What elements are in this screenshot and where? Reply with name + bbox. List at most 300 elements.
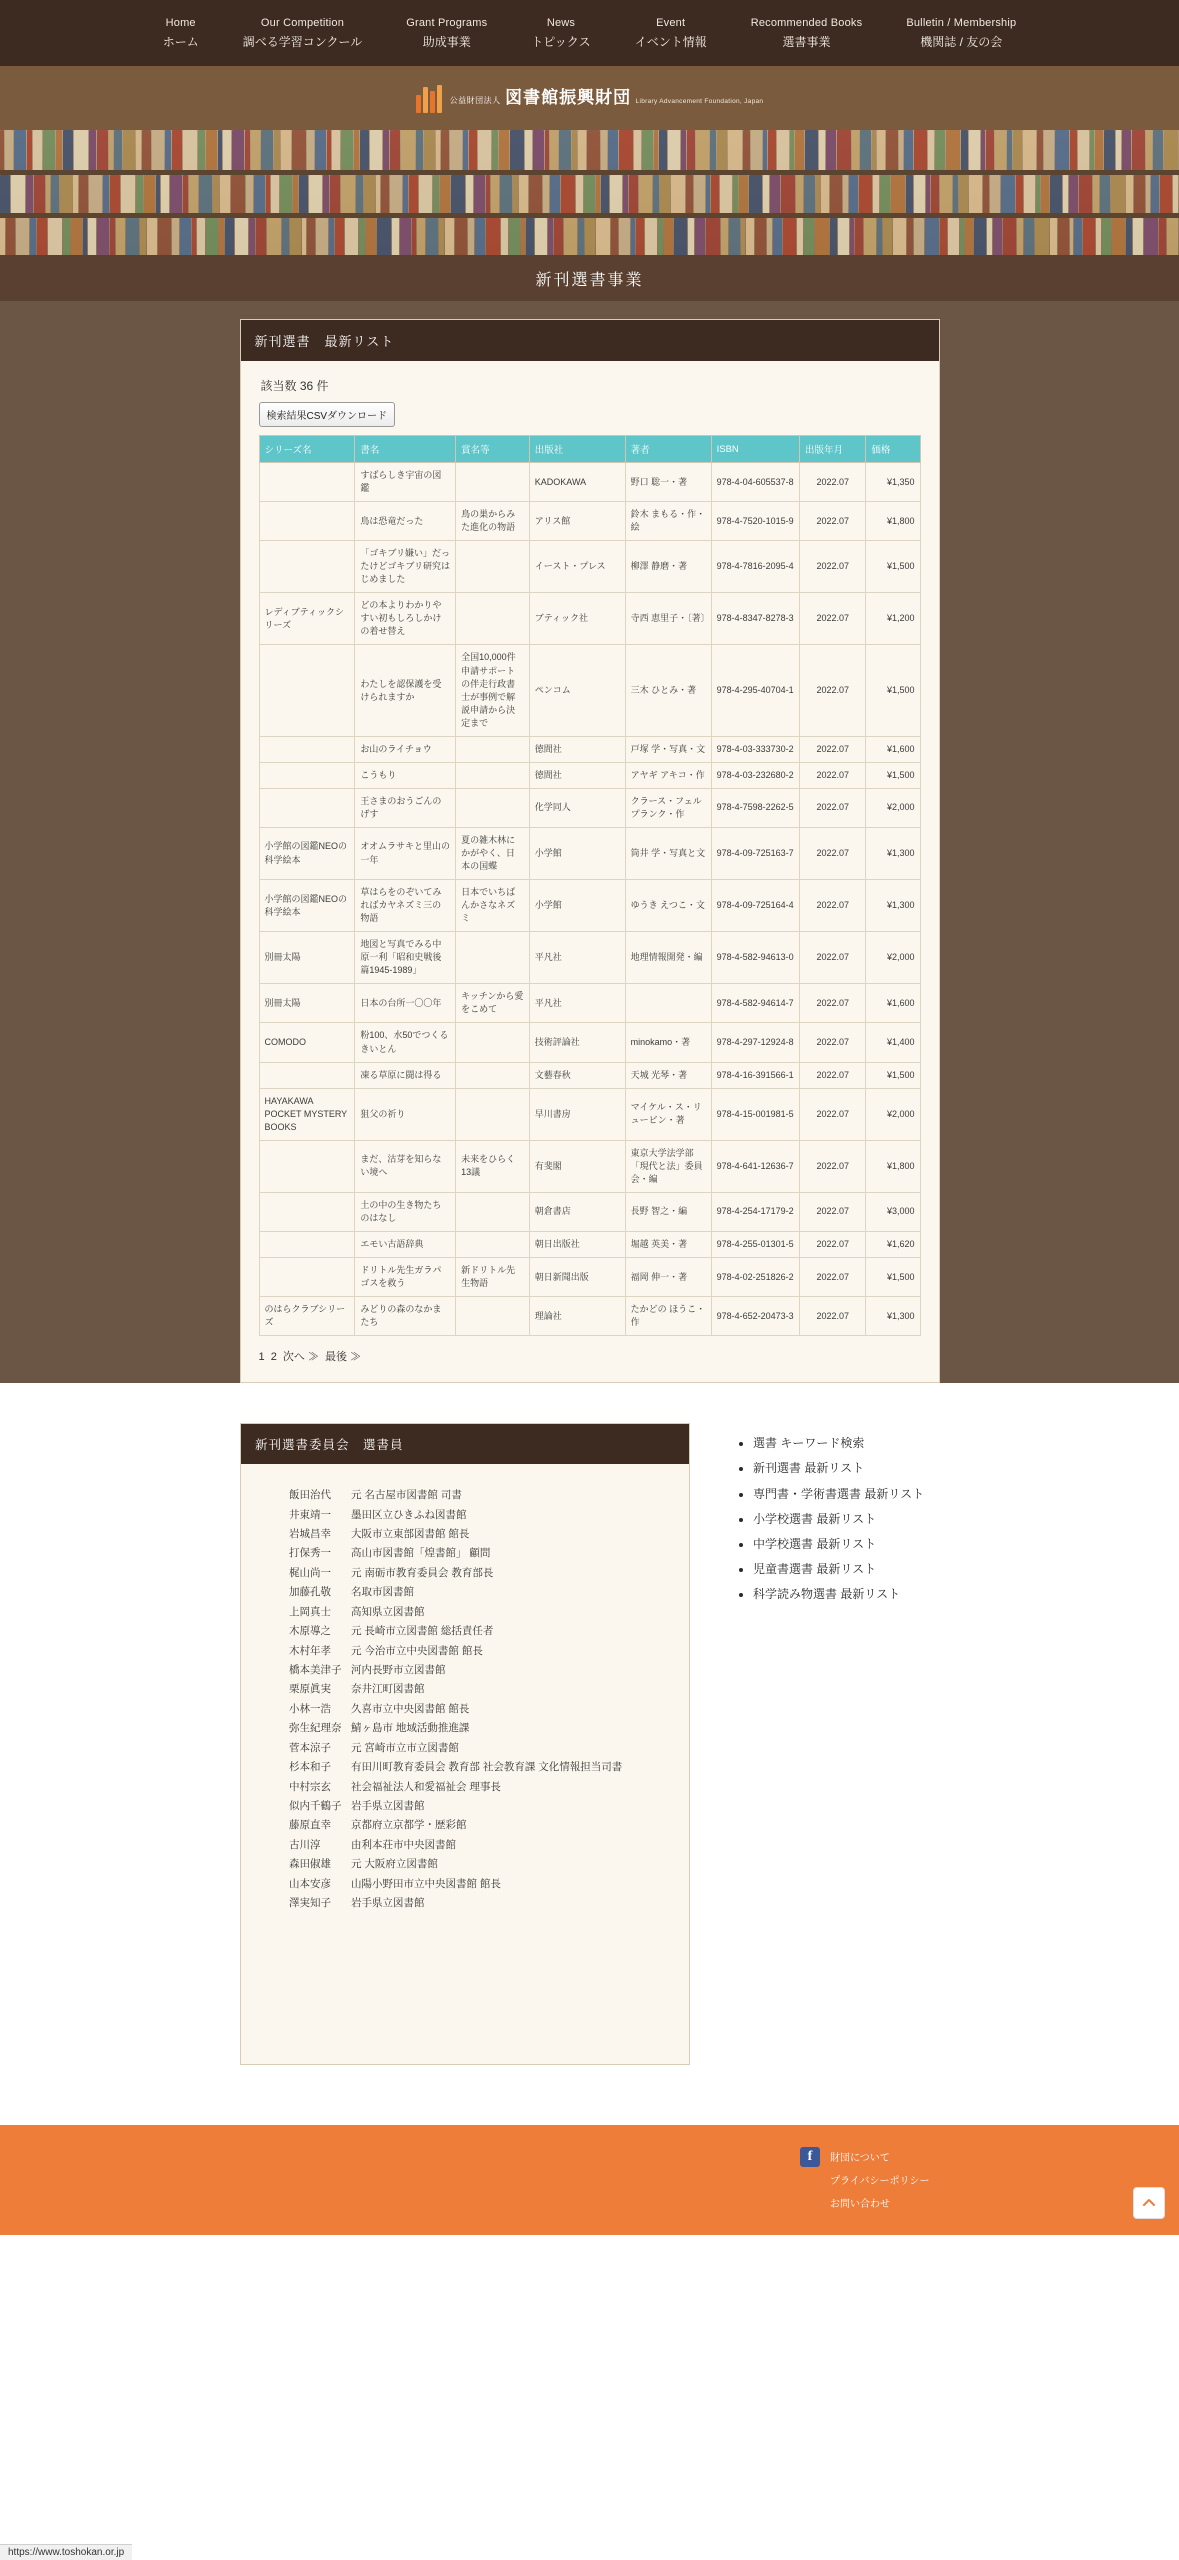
- cell-publisher: 朝倉書店: [529, 1192, 625, 1231]
- decorative-book-spine: [468, 218, 474, 255]
- cell-author: 柳澤 静磨・著: [625, 541, 711, 593]
- committee-member: [289, 1700, 689, 1719]
- decorative-book-spine: [631, 218, 635, 255]
- logo-title: 図書館振興財団: [505, 87, 632, 107]
- pager-next[interactable]: 次へ ≫: [282, 1351, 319, 1364]
- decorative-book-spine: [969, 175, 982, 213]
- decorative-book-spine: [213, 175, 219, 213]
- decorative-book-spine: [940, 218, 947, 255]
- decorative-book-spine: [983, 175, 989, 213]
- decorative-book-spine: [1016, 175, 1023, 213]
- decorative-book-spine: [960, 218, 964, 255]
- decorative-book-spine: [486, 218, 500, 255]
- cell-title: こうもり: [355, 762, 456, 788]
- decorative-book-spine: [576, 175, 583, 213]
- table-row[interactable]: [259, 932, 920, 984]
- column-header-isbn[interactable]: ISBN: [711, 436, 799, 463]
- decorative-book-spine: [390, 130, 400, 170]
- cell-title: まだ、沽芽を知らない境へ: [355, 1140, 456, 1192]
- decorative-book-spine: [89, 175, 102, 213]
- csv-download-button[interactable]: 検索結果CSVダウンロード: [259, 402, 396, 427]
- committee-member: [289, 1506, 689, 1525]
- decorative-book-spine: [455, 218, 468, 255]
- decorative-book-spine: [660, 175, 670, 213]
- cell-isbn: 978-4-295-40704-1: [711, 645, 799, 736]
- cell-isbn: 978-4-297-12924-8: [711, 1023, 799, 1062]
- decorative-book-spine: [364, 175, 375, 213]
- decorative-book-spine: [71, 218, 82, 255]
- table-row[interactable]: [259, 645, 920, 736]
- decorative-book-spine: [88, 218, 96, 255]
- decorative-book-spine: [376, 175, 380, 213]
- cell-price: ¥1,500: [866, 1062, 920, 1088]
- pager-last[interactable]: 最後 ≫: [325, 1351, 362, 1364]
- decorative-book-spine: [1001, 175, 1015, 213]
- decorative-book-spine: [510, 130, 524, 170]
- decorative-book-spine: [948, 218, 959, 255]
- decorative-book-spine: [521, 218, 525, 255]
- decorative-book-spine: [366, 218, 376, 255]
- decorative-book-spine: [623, 175, 628, 213]
- committee-header: 新刊選書委員会 選書員: [241, 1424, 689, 1464]
- nav-item-bulletin[interactable]: [884, 15, 1038, 52]
- cell-date: 2022.07: [800, 1062, 866, 1088]
- table-row[interactable]: [259, 984, 920, 1023]
- decorative-book-spine: [904, 130, 913, 170]
- decorative-book-spine: [451, 175, 465, 213]
- cell-series: [259, 1140, 355, 1192]
- table-row[interactable]: [259, 541, 920, 593]
- cell-price: ¥1,620: [866, 1231, 920, 1257]
- site-logo[interactable]: [416, 83, 764, 113]
- cell-award: 夏の雑木林にかがやく、日本の国蝶: [456, 827, 530, 879]
- cell-title: オオムラサキと里山の一年: [355, 827, 456, 879]
- decorative-book-spine: [359, 218, 365, 255]
- decorative-book-spine: [110, 175, 120, 213]
- decorative-book-spine: [282, 218, 289, 255]
- decorative-book-spine: [183, 175, 188, 213]
- cell-price: ¥1,800: [866, 1140, 920, 1192]
- decorative-book-spine: [664, 218, 673, 255]
- decorative-book-spine: [1126, 175, 1133, 213]
- decorative-book-spine: [245, 130, 250, 170]
- committee-member: [289, 1603, 689, 1622]
- table-row[interactable]: [259, 827, 920, 879]
- decorative-book-spine: [611, 218, 618, 255]
- related-link-item[interactable]: [753, 1582, 924, 1607]
- related-link-item[interactable]: [753, 1557, 924, 1582]
- nav-item-competition-en: Our Competition: [260, 16, 345, 29]
- cell-price: ¥1,600: [866, 984, 920, 1023]
- decorative-book-spine: [981, 130, 985, 170]
- committee-member: [289, 1642, 689, 1661]
- decorative-book-spine: [695, 218, 705, 255]
- cell-series: [259, 541, 355, 593]
- cell-price: ¥1,300: [866, 880, 920, 932]
- decorative-book-spine: [1146, 130, 1152, 170]
- table-row[interactable]: [259, 788, 920, 827]
- decorative-book-spine: [192, 218, 196, 255]
- table-row[interactable]: [259, 593, 920, 645]
- decorative-book-spine: [543, 175, 549, 213]
- decorative-book-spine: [246, 175, 253, 213]
- decorative-book-spine: [463, 130, 468, 170]
- nav-item-grants-jp: 助成事業: [422, 35, 471, 50]
- cell-isbn: 978-4-02-251826-2: [711, 1258, 799, 1297]
- nav-item-home[interactable]: [141, 15, 221, 52]
- related-link-item[interactable]: [753, 1456, 924, 1481]
- related-link-label[interactable]: 中学校選書 最新リスト: [753, 1536, 877, 1551]
- nav-item-competition-jp: 調べる学習コンクール: [242, 35, 363, 50]
- table-row[interactable]: [259, 1062, 920, 1088]
- cell-publisher: 朝日出版社: [529, 1231, 625, 1257]
- decorative-book-spine: [859, 175, 872, 213]
- decorative-book-spine: [1146, 175, 1150, 213]
- decorative-book-spine: [687, 130, 696, 170]
- committee-member-name: 中村宗玄: [289, 1780, 331, 1793]
- related-links-list: [735, 1431, 924, 1607]
- decorative-book-spine: [1070, 218, 1074, 255]
- cell-date: 2022.07: [800, 762, 866, 788]
- cell-date: 2022.07: [800, 932, 866, 984]
- decorative-book-spine: [292, 130, 306, 170]
- cell-publisher: 徳間社: [529, 762, 625, 788]
- cell-series: [259, 1192, 355, 1231]
- decorative-book-spine: [332, 130, 340, 170]
- decorative-book-spine: [654, 130, 658, 170]
- decorative-book-spine: [474, 175, 485, 213]
- decorative-book-spine: [316, 218, 328, 255]
- book-list-table: [259, 435, 921, 1336]
- cell-award: 鳥の巣からみた進化の物語: [456, 502, 530, 541]
- decorative-book-spine: [1112, 218, 1125, 255]
- decorative-book-spine: [251, 130, 260, 170]
- nav-item-event[interactable]: [613, 15, 729, 52]
- cell-author: [625, 984, 711, 1023]
- decorative-book-spine: [850, 218, 854, 255]
- decorative-book-spine: [73, 175, 78, 213]
- decorative-book-spine: [659, 130, 667, 170]
- cell-price: ¥1,500: [866, 1258, 920, 1297]
- decorative-book-spine: [596, 175, 600, 213]
- cell-series: レディブティックシリーズ: [259, 593, 355, 645]
- table-row[interactable]: [259, 463, 920, 502]
- cell-series: [259, 645, 355, 736]
- decorative-book-spine: [935, 130, 945, 170]
- footer-link-list: [830, 2147, 930, 2216]
- table-row[interactable]: [259, 1088, 920, 1140]
- cell-price: ¥1,300: [866, 827, 920, 879]
- decorative-book-spine: [843, 175, 848, 213]
- decorative-book-spine: [1037, 130, 1043, 170]
- pager-page-2[interactable]: 2: [270, 1351, 277, 1364]
- decorative-book-spine: [749, 175, 762, 213]
- committee-member-affiliation: 元 大阪府立図書館: [351, 1858, 438, 1871]
- footer-link-about[interactable]: 財団について: [830, 2153, 890, 2165]
- decorative-book-spine: [281, 130, 291, 170]
- cell-author: 三木 ひとみ・著: [625, 645, 711, 736]
- decorative-book-spine: [636, 218, 644, 255]
- committee-member-name: 上岡真士: [289, 1605, 331, 1618]
- book-list-body: [259, 463, 920, 1336]
- decorative-book-spine: [585, 218, 595, 255]
- column-header-price[interactable]: 価格: [866, 436, 920, 463]
- cell-price: ¥3,000: [866, 1192, 920, 1231]
- decorative-book-spine: [219, 218, 224, 255]
- decorative-book-spine: [445, 218, 454, 255]
- cell-series: COMODO: [259, 1023, 355, 1062]
- decorative-book-spine: [849, 175, 858, 213]
- cell-price: ¥1,400: [866, 1023, 920, 1062]
- decorative-book-spine: [433, 175, 439, 213]
- decorative-book-spine: [658, 218, 663, 255]
- decorative-book-spine: [180, 218, 191, 255]
- footer-link-contact[interactable]: お問い合わせ: [830, 2199, 890, 2211]
- table-row[interactable]: [259, 1231, 920, 1257]
- decorative-book-spine: [706, 175, 710, 213]
- cell-date: 2022.07: [800, 788, 866, 827]
- table-row[interactable]: [259, 1258, 920, 1297]
- decorative-book-spine: [136, 175, 143, 213]
- decorative-book-spine: [974, 218, 986, 255]
- committee-member-affiliation: 元 長崎市立図書館 総括責任者: [351, 1625, 494, 1638]
- cell-price: ¥2,000: [866, 788, 920, 827]
- decorative-book-spine: [1102, 218, 1111, 255]
- decorative-book-spine: [183, 130, 197, 170]
- decorative-book-spine: [852, 130, 859, 170]
- decorative-book-spine: [307, 130, 314, 170]
- related-link-item[interactable]: [753, 1507, 924, 1532]
- decorative-book-spine: [826, 130, 836, 170]
- decorative-book-spine: [254, 175, 265, 213]
- decorative-book-spine: [123, 130, 135, 170]
- cell-series: [259, 736, 355, 762]
- decorative-book-spine: [578, 130, 587, 170]
- cell-series: 小学館の図鑑NEOの科学絵本: [259, 827, 355, 879]
- cell-award: [456, 1088, 530, 1140]
- decorative-book-spine: [671, 175, 685, 213]
- cell-date: 2022.07: [800, 1088, 866, 1140]
- column-header-title[interactable]: 書名: [355, 436, 456, 463]
- decorative-book-spine: [499, 130, 509, 170]
- decorative-book-spine: [1017, 218, 1023, 255]
- committee-member-name: 古川淳: [289, 1838, 321, 1851]
- cell-publisher: ペンコム: [529, 645, 625, 736]
- cell-publisher: 技術評論社: [529, 1023, 625, 1062]
- related-link-label[interactable]: 専門書・学術書選書 最新リスト: [753, 1486, 925, 1501]
- column-header-author[interactable]: 著者: [625, 436, 711, 463]
- facebook-icon[interactable]: f: [800, 2147, 820, 2167]
- decorative-book-spine: [864, 218, 876, 255]
- cell-title: 狙父の祈り: [355, 1088, 456, 1140]
- cell-series: HAYAKAWA POCKET MYSTERY BOOKS: [259, 1088, 355, 1140]
- table-row[interactable]: [259, 1297, 920, 1336]
- decorative-book-spine: [986, 130, 994, 170]
- decorative-book-spine: [729, 218, 740, 255]
- cell-publisher: 平凡社: [529, 932, 625, 984]
- cell-price: ¥1,500: [866, 541, 920, 593]
- column-header-award[interactable]: 賞名等: [456, 436, 530, 463]
- decorative-book-spine: [781, 175, 795, 213]
- related-link-label[interactable]: 児童書選書 最新リスト: [753, 1562, 877, 1577]
- decorative-book-spine: [529, 175, 542, 213]
- nav-item-bulletin-jp: 機関誌 / 友の会: [920, 35, 1003, 50]
- decorative-book-spine: [218, 130, 222, 170]
- decorative-book-spine: [1159, 218, 1166, 255]
- cell-isbn: 978-4-582-94613-0: [711, 932, 799, 984]
- decorative-book-spine: [1111, 175, 1125, 213]
- decorative-book-spine: [770, 175, 780, 213]
- cell-author: 長野 智之・編: [625, 1192, 711, 1231]
- decorative-book-spine: [14, 130, 26, 170]
- decorative-book-spine: [1055, 130, 1069, 170]
- related-links: [735, 1423, 924, 2065]
- lower-section: [0, 1383, 1179, 2125]
- decorative-book-spine: [220, 175, 230, 213]
- nav-item-news[interactable]: [509, 15, 612, 52]
- column-header-series[interactable]: シリーズ名: [259, 436, 355, 463]
- column-header-publisher[interactable]: 出版社: [529, 436, 625, 463]
- cell-award: 未来をひらく13議: [456, 1140, 530, 1192]
- decorative-book-spine: [601, 130, 607, 170]
- decorative-book-spine: [1007, 130, 1012, 170]
- decorative-book-spine: [1079, 175, 1092, 213]
- cell-author: たかどの ほうこ・作: [625, 1297, 711, 1336]
- cell-isbn: 978-4-03-232680-2: [711, 762, 799, 788]
- decorative-book-spine: [883, 218, 892, 255]
- nav-item-grants[interactable]: [384, 15, 509, 52]
- decorative-book-spine: [619, 130, 633, 170]
- cell-award: [456, 1231, 530, 1257]
- cell-isbn: 978-4-641-12636-7: [711, 1140, 799, 1192]
- decorative-book-spine: [475, 218, 485, 255]
- decorative-book-spine: [466, 175, 473, 213]
- cell-publisher: 徳間社: [529, 736, 625, 762]
- decorative-book-spine: [416, 130, 423, 170]
- decorative-book-spine: [356, 175, 363, 213]
- table-row[interactable]: [259, 762, 920, 788]
- related-link-label[interactable]: 選書 キーワード検索: [753, 1436, 865, 1451]
- related-link-label[interactable]: 新刊選書 最新リスト: [753, 1461, 865, 1476]
- committee-member: [289, 1816, 689, 1835]
- related-link-label[interactable]: 科学読み物選書 最新リスト: [753, 1587, 901, 1602]
- committee-member-affiliation: 名取市図書館: [351, 1586, 414, 1599]
- decorative-book-spine: [231, 175, 245, 213]
- committee-member-affiliation: 鯖ヶ島市 地域活動推進課: [351, 1722, 470, 1735]
- column-header-date[interactable]: 出版年月: [800, 436, 866, 463]
- decorative-book-spine: [383, 130, 389, 170]
- decorative-book-spine: [1013, 130, 1022, 170]
- table-row[interactable]: [259, 880, 920, 932]
- related-link-item[interactable]: [753, 1532, 924, 1557]
- decorative-book-spine: [172, 218, 179, 255]
- committee-member-name: 木原導之: [289, 1625, 331, 1638]
- decorative-book-spine: [877, 218, 882, 255]
- pager-page-1[interactable]: 1: [258, 1351, 265, 1364]
- cell-award: キッチンから愛をこめて: [456, 984, 530, 1023]
- decorative-book-spine: [891, 175, 905, 213]
- chevron-up-icon: [1142, 2196, 1156, 2210]
- decorative-book-spine: [601, 175, 609, 213]
- site-footer: [0, 2125, 1179, 2235]
- decorative-book-spine: [97, 130, 108, 170]
- decorative-book-spine: [335, 218, 344, 255]
- table-row[interactable]: [259, 1192, 920, 1231]
- decorative-book-spine: [872, 130, 876, 170]
- decorative-book-spine: [1041, 175, 1049, 213]
- cell-publisher: アリス館: [529, 502, 625, 541]
- committee-member: [289, 1797, 689, 1816]
- decorative-book-spine: [0, 130, 4, 170]
- decorative-book-spine: [763, 130, 767, 170]
- nav-item-news-en: News: [546, 16, 576, 29]
- committee-member-affiliation: 元 名古屋市図書館 司書: [351, 1489, 462, 1502]
- cell-price: ¥1,800: [866, 502, 920, 541]
- decorative-book-spine: [1090, 130, 1094, 170]
- committee-member-affiliation: 由利本荘市中央図書館: [351, 1838, 456, 1851]
- decorative-book-spine: [97, 218, 109, 255]
- decorative-book-spine: [584, 175, 595, 213]
- books-logo-icon: [416, 83, 442, 113]
- decorative-book-spine: [559, 130, 571, 170]
- decorative-book-spine: [142, 130, 151, 170]
- cell-title: みどりの森のなかまたち: [355, 1297, 456, 1336]
- nav-item-recommended-books[interactable]: [729, 15, 885, 52]
- table-row[interactable]: [259, 1140, 920, 1192]
- table-row[interactable]: [259, 736, 920, 762]
- decorative-book-spine: [513, 175, 518, 213]
- nav-item-home-jp: ホーム: [162, 35, 199, 50]
- decorative-book-spine: [63, 130, 73, 170]
- table-row[interactable]: [259, 502, 920, 541]
- table-row[interactable]: [259, 1023, 920, 1062]
- decorative-book-spine: [815, 218, 829, 255]
- decorative-book-spine: [46, 175, 50, 213]
- decorative-book-spine: [783, 218, 796, 255]
- related-link-label[interactable]: 小学校選書 最新リスト: [753, 1511, 877, 1526]
- committee-member: [289, 1486, 689, 1505]
- related-link-item[interactable]: [753, 1482, 924, 1507]
- nav-item-competition[interactable]: [221, 15, 385, 52]
- decorative-book-spine: [409, 175, 418, 213]
- committee-member: [289, 1758, 689, 1777]
- decorative-book-spine: [1023, 130, 1036, 170]
- cell-date: 2022.07: [800, 1231, 866, 1257]
- decorative-book-spine: [717, 130, 727, 170]
- decorative-book-spine: [804, 218, 814, 255]
- decorative-book-spine: [51, 175, 59, 213]
- back-to-top-button[interactable]: [1133, 2187, 1165, 2219]
- decorative-book-spine: [43, 130, 56, 170]
- decorative-book-spine: [751, 130, 762, 170]
- decorative-book-spine: [838, 218, 849, 255]
- decorative-book-spine: [156, 175, 160, 213]
- decorative-book-spine: [161, 175, 169, 213]
- cell-isbn: 978-4-04-605537-8: [711, 463, 799, 502]
- footer-link-privacy[interactable]: プライバシーポリシー: [830, 2176, 930, 2188]
- cell-award: 全国10,000件申請サポートの伴走行政書士が事例で解説申請から決定まで: [456, 645, 530, 736]
- decorative-book-spine: [144, 175, 155, 213]
- cell-date: 2022.07: [800, 1023, 866, 1062]
- browser-status-bar: [0, 2544, 132, 2560]
- committee-member-affiliation: 河内長野市立図書館: [351, 1664, 446, 1676]
- decorative-book-spine: [533, 130, 544, 170]
- related-link-item[interactable]: [753, 1431, 924, 1456]
- cell-award: [456, 1192, 530, 1231]
- decorative-book-spine: [1167, 218, 1178, 255]
- cell-award: 日本でいちばんかさなネズミ: [456, 880, 530, 932]
- committee-member: [289, 1836, 689, 1855]
